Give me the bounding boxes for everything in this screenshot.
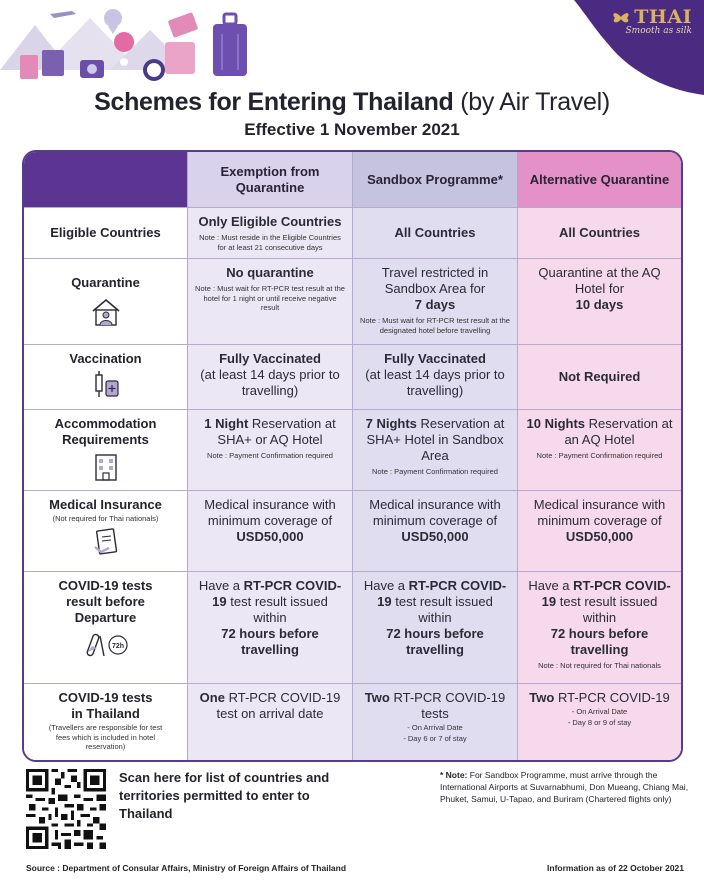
quarantine-sandbox	[353, 259, 518, 345]
insurance-document-icon	[89, 527, 123, 557]
row-label-text: Accommodation Requirements	[54, 416, 157, 447]
row-label-note: (Not required for Thai nationals)	[52, 514, 159, 523]
tests-before-exemption-hours: 72 hours before travelling	[221, 626, 319, 657]
test-tube-clock-icon	[82, 630, 130, 660]
tests-in-sandbox-text	[359, 690, 511, 722]
insurance-sandbox	[353, 491, 518, 572]
tests-in-exemption-count: One	[199, 690, 225, 705]
accommodation-sandbox-text	[359, 416, 511, 464]
accommodation-alternative-text	[524, 416, 675, 448]
syringe-vial-icon	[89, 369, 123, 399]
quarantine-alternative	[518, 259, 681, 345]
vaccination-exemption	[188, 345, 353, 410]
row-label-insurance	[24, 491, 188, 572]
accommodation-sandbox-detail: Reservation at SHA+ Hotel in Sandbox Area	[366, 416, 505, 463]
accommodation-exemption	[188, 410, 353, 491]
quarantine-exemption-note: Note : Must wait for RT-PCR test result at the hotel for 1 night or until receive negative result	[195, 284, 345, 312]
title-suffix: (by Air Travel)	[460, 88, 610, 116]
travel-illustration	[0, 0, 260, 95]
accommodation-sandbox-nights: 7 Nights	[365, 416, 417, 431]
quarantine-sandbox-days: 7 days	[414, 297, 456, 312]
row-label-eligible	[24, 208, 188, 259]
accommodation-sandbox	[353, 410, 518, 491]
info-date: Information as of 22 October 2021	[547, 863, 684, 873]
brand-name: THAI	[634, 6, 692, 28]
tests-before-alternative-mid: test result issued within	[559, 594, 658, 625]
tests-before-alternative-hours: 72 hours before travelling	[550, 626, 649, 657]
tests-before-exemption-line1	[194, 578, 346, 626]
tests-before-exemption	[188, 572, 353, 684]
insurance-alternative	[518, 491, 681, 572]
accommodation-exemption-text	[194, 416, 346, 448]
tests-before-sandbox-mid: test result issued within	[395, 594, 493, 625]
qr-code[interactable]	[26, 769, 106, 849]
tests-in-alternative-count: Two	[529, 690, 555, 705]
orchid-logo-icon	[611, 8, 631, 26]
eligible-alternative	[518, 208, 681, 259]
house-person-icon	[89, 297, 123, 327]
brand-tagline: Smooth as silk	[625, 26, 692, 36]
tests-before-alternative-note: Note : Not required for Thai nationals	[538, 661, 661, 670]
vaccination-exemption-text: (at least 14 days prior to travelling)	[200, 367, 340, 398]
accommodation-exemption-nights: 1 Night	[204, 416, 249, 431]
quarantine-exemption	[188, 259, 353, 345]
tests-before-sandbox-line1	[359, 578, 511, 626]
tests-in-sandbox	[353, 684, 518, 760]
tests-in-alternative-text	[529, 690, 669, 706]
eligible-exemption-note: Note : Must reside in the Eligible Countries for at least 21 consecutive days	[199, 233, 341, 252]
insurance-exemption-text: Medical insurance with minimum coverage of	[204, 497, 336, 528]
vaccination-sandbox-main: Fully Vaccinated	[384, 351, 486, 366]
accommodation-alternative	[518, 410, 681, 491]
clock-label: 72h	[111, 643, 124, 650]
quarantine-sandbox-note: Note : Must wait for RT-PCR test result at the designated hotel before travelling	[360, 316, 510, 335]
tests-before-sandbox	[353, 572, 518, 684]
row-label-text: COVID-19 tests result before Departure	[58, 578, 153, 625]
insurance-alternative-amount: USD50,000	[565, 529, 634, 544]
eligible-exemption	[188, 208, 353, 259]
vaccination-alternative-main: Not Required	[558, 369, 641, 384]
row-label-tests-before	[24, 572, 188, 684]
quarantine-alternative-days: 10 days	[575, 297, 624, 312]
row-label-accommodation	[24, 410, 188, 491]
insurance-alternative-text: Medical insurance with minimum coverage of	[533, 497, 666, 528]
tests-before-sandbox-type: RT-PCR COVID-19	[377, 578, 507, 609]
quarantine-alternative-text: Quarantine at the AQ Hotel for	[538, 265, 661, 296]
accommodation-alternative-note: Note : Payment Confirmation required	[536, 451, 663, 460]
row-label-tests-in	[24, 684, 188, 760]
tests-in-sandbox-detail: RT-PCR COVID-19 tests	[393, 690, 506, 721]
tests-before-alternative	[518, 572, 681, 684]
source-credit: Source : Department of Consular Affairs, Ministry of Foreign Affairs of Thailand	[26, 863, 347, 873]
tests-in-alternative	[518, 684, 681, 760]
insurance-exemption-amount: USD50,000	[236, 529, 304, 544]
tests-in-sandbox-sub1: - On Arrival Date	[407, 723, 463, 732]
accommodation-sandbox-note: Note : Payment Confirmation required	[372, 467, 498, 476]
vaccination-exemption-main: Fully Vaccinated	[219, 351, 321, 366]
tests-before-exemption-type: RT-PCR COVID-19	[212, 578, 342, 609]
quarantine-sandbox-text: Travel restricted in Sandbox Area for	[381, 265, 489, 296]
footnote-label: * Note:	[440, 770, 468, 780]
tests-in-alternative-sub2: - Day 8 or 9 of stay	[567, 717, 632, 727]
insurance-exemption	[188, 491, 353, 572]
insurance-sandbox-text: Medical insurance with minimum coverage of	[369, 497, 501, 528]
accommodation-exemption-detail: Reservation at SHA+ or AQ Hotel	[217, 416, 336, 447]
row-label-note: (Travellers are responsible for test fees which is included in hotel reservation)	[48, 723, 163, 751]
sandbox-footnote	[440, 769, 690, 805]
effective-date: Effective 1 November 2021	[244, 120, 460, 139]
row-label-quarantine	[24, 259, 188, 345]
tests-before-exemption-pre: Have a	[198, 578, 241, 593]
tests-in-sandbox-sub2: - Day 6 or 7 of stay	[403, 733, 467, 743]
tests-in-alternative-sub1: - On Arrival Date	[571, 707, 628, 716]
eligible-sandbox	[353, 208, 518, 259]
tests-before-sandbox-hours: 72 hours before travelling	[386, 626, 484, 657]
tests-in-sandbox-count: Two	[364, 690, 390, 705]
vaccination-sandbox-text: (at least 14 days prior to travelling)	[365, 367, 505, 398]
column-header-alternative: Alternative Quarantine	[518, 152, 681, 208]
column-header-exemption: Exemption from Quarantine	[188, 152, 353, 208]
quarantine-exemption-main: No quarantine	[226, 265, 314, 280]
accommodation-alternative-nights: 10 Nights	[526, 416, 586, 431]
column-header-sandbox: Sandbox Programme*	[353, 152, 518, 208]
schemes-table	[22, 150, 683, 762]
eligible-exemption-main: Only Eligible Countries	[198, 214, 342, 229]
eligible-sandbox-main: All Countries	[394, 225, 476, 240]
page-title	[0, 88, 704, 117]
tests-in-exemption-detail: RT-PCR COVID-19 test on arrival date	[216, 690, 341, 721]
tests-in-alternative-detail: RT-PCR COVID-19	[557, 690, 670, 705]
eligible-alternative-main: All Countries	[559, 225, 640, 240]
table-corner	[24, 152, 188, 208]
tests-before-exemption-mid: test result issued within	[230, 594, 328, 625]
hotel-building-icon	[89, 452, 123, 482]
accommodation-alternative-detail: Reservation at an AQ Hotel	[564, 416, 673, 447]
tests-before-sandbox-pre: Have a	[363, 578, 406, 593]
row-label-text: Eligible Countries	[50, 225, 161, 240]
footnote-text: For Sandbox Programme, must arrive through the International Airports at Suvarnabhumi, Don Mueang, Chiang Mai, Phuket, Samui, U-Tapao, and Buriram (Chartered flights only)	[440, 770, 689, 804]
scan-instruction: Scan here for list of countries and territories permitted to enter to Thailand	[119, 770, 330, 821]
tests-before-alternative-type: RT-PCR COVID-19	[541, 578, 671, 609]
row-label-vaccination	[24, 345, 188, 410]
title-main: Schemes for Entering Thailand	[94, 88, 454, 116]
tests-in-exemption	[188, 684, 353, 760]
tests-in-exemption-text	[194, 690, 346, 722]
accommodation-exemption-note: Note : Payment Confirmation required	[207, 451, 333, 460]
vaccination-alternative	[518, 345, 681, 410]
row-label-text: Vaccination	[69, 351, 142, 366]
tests-before-alternative-pre: Have a	[528, 578, 570, 593]
tests-before-alternative-line1	[524, 578, 675, 626]
thai-logo	[611, 6, 692, 36]
row-label-text: Medical Insurance	[49, 497, 162, 512]
insurance-sandbox-amount: USD50,000	[401, 529, 469, 544]
row-label-text: COVID-19 tests in Thailand	[58, 690, 153, 721]
row-label-text: Quarantine	[71, 275, 140, 290]
vaccination-sandbox	[353, 345, 518, 410]
